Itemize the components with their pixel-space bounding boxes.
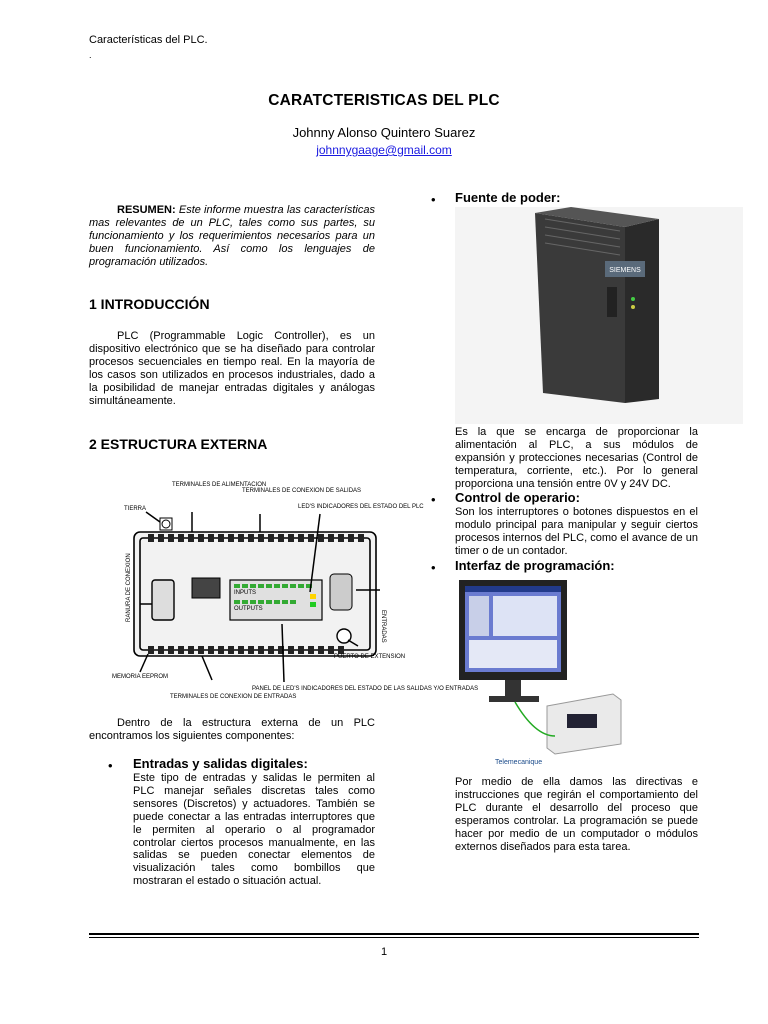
label-memoria: MEMORIA EEPROM (112, 674, 169, 680)
io-heading: Entradas y salidas digitales: (133, 756, 308, 771)
running-header: Características del PLC. (89, 34, 208, 46)
power-supply-heading: Fuente de poder: (455, 190, 561, 205)
label-inputs: INPUTS (234, 590, 257, 596)
power-supply-text: Es la que se encarga de proporcionar la alimentación al PLC, a sus módulos de expansión y protecciones necesarias (Control de temperatura, corriente, etc.). Por lo general proporciona una tensión entre 0V y 24V DC. (455, 426, 698, 490)
abstract (89, 204, 375, 269)
label-leds: LED'S INDICADORES DEL ESTADO DEL PLC (298, 504, 424, 510)
programming-interface-text: Por medio de ella damos las directivas e instrucciones que regirán el comportamiento del PLC durante el desarrollo del proceso que esperamos controlar. La programación se puede hacer por medio de un computador o módulos externos diseñados para esta tarea. (455, 776, 698, 853)
label-puerto: PUERTO DE EXTENSION (334, 654, 406, 660)
power-supply-photo (455, 207, 743, 424)
programming-interface-heading: Interfaz de programación: (455, 558, 615, 573)
author-name: Johnny Alonso Quintero Suarez (292, 125, 476, 140)
page-number: 1 (380, 946, 388, 958)
abstract-label: RESUMEN: (117, 204, 176, 216)
footer-rule-thin (89, 937, 699, 938)
footer-rule (89, 933, 699, 935)
label-conexion-salidas: TERMINALES DE CONEXION DE SALIDAS (242, 488, 362, 494)
bullet-dot: • (431, 192, 436, 207)
programming-interface-photo (455, 576, 625, 768)
label-entradas: ENTRADAS (380, 610, 386, 643)
label-alimentacion: TERMINALES DE ALIMENTACION (172, 482, 267, 488)
bullet-dot: • (431, 492, 436, 507)
operator-control-heading: Control de operario: (455, 490, 580, 505)
io-text: Este tipo de entradas y salidas le permiten al PLC manejar señales discretas tales como sensores (Discretos) y actuadores. También se puede conectar a las entradas interruptores que le permiten al operario o al programador controlar ciertos procesos manualmente, en las salidas se pueden conectar elementos de visualización tales como bombillos que mostraran el estado o situación actual. (133, 772, 375, 888)
header-mark: . (89, 50, 92, 60)
label-tierra: TIERRA (124, 506, 147, 512)
operator-control-text: Son los interruptores o botones dispuestos en el modulo principal para manipular y seguir ciertos procesos internos del PLC, como el avance de un timer o de un contador. (455, 506, 698, 557)
abstract-text: Este informe muestra las características mas relevantes de un PLC, tales como sus partes, su funcionamiento y los requerimientos necesarios para un buen funcionamiento. Así como los lenguajes de programación utilizados. (89, 204, 375, 268)
plc-external-diagram (112, 474, 479, 714)
structure-heading: 2 ESTRUCTURA EXTERNA (89, 436, 268, 452)
label-outputs: OUTPUTS (234, 606, 263, 612)
label-ranura: RANURA DE CONEXION (126, 553, 132, 622)
label-panel: PANEL DE LED'S INDICADORES DEL ESTADO DE LAS SALIDAS Y/O ENTRADAS (252, 686, 479, 692)
label-conexion-entradas: TERMINALES DE CONEXION DE ENTRADAS (170, 694, 297, 700)
intro-text: PLC (Programmable Logic Controller), es un dispositivo electrónico que se ha diseñado para controlar procesos secuenciales en tiempo real. En la mayoría de los casos son utilizados en procesos industriales, dado a la posibilidad de manejar entradas digitales y análogas simultáneamente. (89, 330, 375, 407)
author-email-link[interactable]: johnnygaage@gmail.com (316, 143, 452, 157)
intro-heading: 1 INTRODUCCIÓN (89, 296, 210, 312)
document-title: CARATCTERISTICAS DEL PLC (268, 92, 500, 109)
siemens-logo: SIEMENS (609, 267, 641, 274)
structure-text: Dentro de la estructura externa de un PLC encontramos los siguientes componentes: (89, 717, 375, 742)
telemecanique-logo: Telemecanique (495, 759, 543, 766)
bullet-dot: • (108, 758, 113, 773)
bullet-dot: • (431, 560, 436, 575)
